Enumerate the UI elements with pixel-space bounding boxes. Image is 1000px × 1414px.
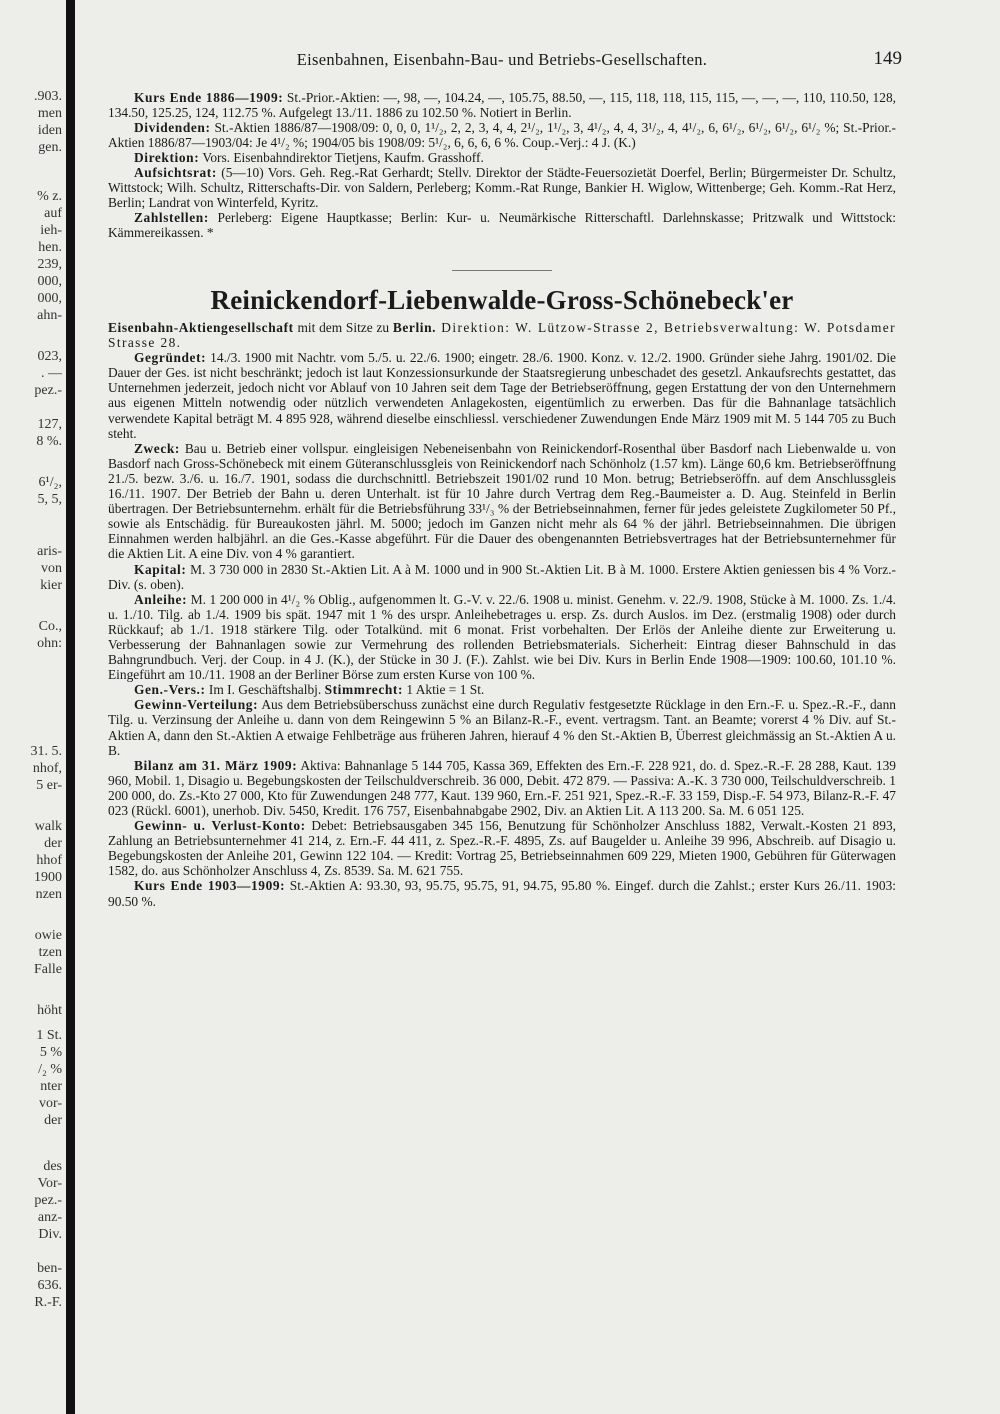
left-margin-fragment: anz-	[37, 1210, 62, 1225]
left-margin-fragment: walk	[34, 819, 62, 834]
section-divider	[452, 270, 552, 271]
left-margin-fragment: iden	[37, 123, 62, 138]
company-name-heading: Reinickendorf-Liebenwalde-Gross-Schönebeck'er	[210, 285, 794, 315]
book-spine	[66, 0, 75, 1414]
genvers-text: Im I. Geschäftshalbj.	[205, 682, 325, 698]
verlust-konto-label: Gewinn- u. Verlust-Konto:	[134, 818, 306, 834]
left-margin-fragment: ben-	[37, 1261, 62, 1276]
verlust-konto-text: Debet: Betriebsausgaben 345 156, Benutzung für Schönholzer Anschluss 1882, Verwalt.-Kosten 21 893, Zahlung an Betriebsunternehmer 41 214, z. Ern.-F. 44 411, z. Spez.-R.-F. 4895, Zs. auf Baugelder u. Anleihe 39 996, Abschreib. auf Disagio u. Begebungskosten der Anleihe 201, Gewinn 122 104. — Kredit: Vortrag 25, Betriebseinnahmen 609 229, Mieten 1900, Gebühren für Güterwagen 1582, do. aus Schönholzer Anschluss 4, Zs. 8539. Sa. M. 621 755.	[108, 818, 896, 879]
gewinn-verteilung-label: Gewinn-Verteilung:	[134, 697, 259, 713]
bilanz-text: Aktiva: Bahnanlage 5 144 705, Kassa 369, Effekten des Ern.-F. 228 921, do. d. Spez.-R.-F. 28 288, Kaut. 139 960, Mobil. 1, Disagio u. Begebungskosten der Teilschuldverschreib. 36 000, Debit. 472 879. — Passiva: A.-K. 3 730 000, Teilschuldverschreib. 1 200 000, do. Zs.-Kto 27 000, Kto für Zuwendungen 248 777, Kaut. 139 960, Ern.-F. 251 921, Spez.-R.-F. 33 159, Disp.-F. 54 973, Bilanz-R.-F. 47 023 (Rückl. 6001), unerhob. Div. 5450, Kredit. 176 757, Eisenbahnabgabe 2902, Div. an Aktien Lit. A 113 200. Sa. M. 6 051 125.	[108, 757, 896, 818]
left-margin-fragment: 127,	[37, 417, 62, 432]
zweck-paragraph	[108, 441, 896, 562]
left-margin-fragment: 000,	[37, 274, 62, 289]
kapital-paragraph	[108, 562, 896, 592]
left-margin-fragment: 023,	[37, 349, 62, 364]
dividenden-label: Dividenden:	[134, 120, 211, 135]
left-margin-fragment: des	[43, 1159, 62, 1174]
left-page-edge-fragments	[0, 0, 64, 1414]
kurs-text: St.-Prior.-Aktien: —, 98, —, 104.24, —, 105.75, 88.50, —, 115, 118, 118, 115, 115, —, —, —, 110, 110.50, 128, 134.50, 125.25, 124, 112.75 %. Aufgelegt 13./11. 1886 zu 102.50 %. Notiert in Berlin.	[108, 90, 896, 120]
left-margin-fragment: Falle	[34, 962, 62, 977]
bilanz-label: Bilanz am 31. März 1909:	[134, 757, 298, 773]
left-margin-fragment: Co.,	[38, 619, 62, 634]
gegruendet-paragraph	[108, 350, 896, 441]
left-margin-fragment: hhof	[36, 853, 62, 868]
gegruendet-text: 14./3. 1900 mit Nachtr. vom 5./5. u. 22./6. 1900; eingetr. 28./6. 1900. Konz. v. 12./2. 1900. Gründer siehe Jahrg. 1901/02. Die Dauer der Ges. ist nicht beschränkt; jedoch ist laut Konzessionsurkunde der Staatsregierung unbeschadet des gesetzl. Ankaufsrechts gestattet, das Unternehmen jederzeit, jedoch nicht vor Ablauf von 10 Jahren seit dem Tage der Betriebseröffnung, gegen Erstattung der von den Unternehmern aus eigenen Mitteln notwendig oder nützlich verwendeten Anlagekosten, eigentümlich zu erwerben. Das für die Bahnanlage tatsächlich verwendete Kapital beträgt M. 4 895 928, während dieselbe einschliessl. verschiedener Zuwendungen Ende März 1909 mit M. 5 144 705 zu Buch steht.	[108, 350, 896, 441]
left-margin-fragment: ahn-	[37, 308, 62, 323]
left-margin-fragment: hen.	[38, 240, 62, 255]
left-margin-fragment: . —	[41, 366, 62, 381]
direktion-text: Vors. Eisenbahndirektor Tietjens, Kaufm. Grasshoff.	[199, 150, 484, 165]
page-header	[108, 44, 902, 84]
company-intro-text: mit dem Sitze zu	[293, 320, 393, 335]
left-margin-fragment: Vor-	[37, 1176, 62, 1191]
left-margin-fragment: von	[41, 561, 62, 576]
left-margin-fragment: ohn:	[37, 636, 62, 651]
zweck-text: Bau u. Betrieb einer vollspur. eingleisigen Nebeneisenbahn von Reinickendorf-Rosenthal über Basdorf nach Liebenwalde u. von Basdorf nach Gross-Schönebeck mit einem Güteranschlussgleis von Reinickendorf nach Schönholz (1.57 km). Länge 60,6 km. Betriebseröffnung 21./5. bezw. 3./6. u. 16./7. 1901, sodass die durchschnittl. Betriebszeit 1901/02 rund 10 Mon. betrug; Betriebseröffn. auf dem Anschlussgleis 16./11. 1907. Der Betrieb der Bahn u. deren Unterhalt. ist für 10 Jahre durch Vertrag dem Reg.-Baumeister a. D. Aug. Steinfeld in Berlin übertragen. Der Betriebsunternehm. erhält für die Betriebsführung 33¹/₃ % der Betriebseinnahmen, ferner für jedes geleistete Zugkilometer 50 Pf., sowie als Entschädig. für Bureaukosten jährl. M. 5000; jedoch im Ganzen nicht mehr als 64 % der jährl. Betriebseinnahmen. Die übrigen Einnahmen werden halbjährl. an die Ges.-Kasse abgeführt. Für die Dauer des obengenannten Betriebsvertrages hat der Betriebsunternehmer für die Aktien Lit. A eine Div. von 4 % garantiert.	[108, 440, 896, 562]
left-margin-fragment: 5 %	[39, 1045, 62, 1060]
previous-entry-continuation	[108, 90, 896, 240]
left-margin-fragment: höht	[37, 1003, 62, 1018]
left-margin-fragment: R.-F.	[34, 1295, 62, 1310]
stimmrecht-text: 1 Aktie = 1 St.	[403, 682, 485, 698]
stimmrecht-label: Stimmrecht:	[324, 682, 404, 698]
page	[108, 44, 902, 909]
kurs-paragraph	[108, 90, 896, 120]
dividenden-paragraph	[108, 120, 896, 150]
left-margin-fragment: men	[37, 106, 62, 121]
left-margin-fragment: der	[44, 836, 62, 851]
company-subtitle: Eisenbahn-Aktiengesellschaft	[108, 320, 294, 335]
kurs-label: Kurs Ende 1886—1909:	[134, 90, 284, 105]
gewinn-verteilung-paragraph	[108, 697, 896, 757]
left-margin-fragment: 6¹/₂,	[38, 475, 62, 490]
left-margin-fragment: pez.-	[34, 1193, 62, 1208]
kapital-label: Kapital:	[134, 561, 187, 577]
kurs-ende-text: St.-Aktien A: 93.30, 93, 95.75, 95.75, 91, 94.75, 95.80 %. Eingef. durch die Zahlst.; erster Kurs 26./11. 1903: 90.50 %.	[108, 878, 896, 909]
kurs-ende-label: Kurs Ende 1903—1909:	[134, 878, 286, 894]
aufsichtsrat-text: (5—10) Vors. Geh. Reg.-Rat Gerhardt; Stellv. Direktor der Städte-Feuersozietät Doerfel, Berlin; Bürgermeister Dr. Schultz, Wittstock; Wilh. Schultz, Ritterschafts-Dir. von Saldern, Perleberg; Komm.-Rat Runge, Bankier H. Wiglow, Wittenberge; Geh. Komm.-Rat Herz, Berlin; Landrat von Winterfeld, Kyritz.	[108, 165, 896, 210]
zahlstellen-paragraph	[108, 210, 896, 240]
left-margin-fragment: 636.	[37, 1278, 62, 1293]
left-margin-fragment: Div.	[38, 1227, 62, 1242]
left-margin-fragment: 31. 5.	[30, 744, 62, 759]
left-margin-fragment: nhof,	[32, 761, 62, 776]
direktion-paragraph	[108, 150, 896, 165]
running-title: Eisenbahnen, Eisenbahn-Bau- und Betriebs-Gesellschaften.	[296, 50, 708, 69]
left-margin-fragment: auf	[44, 206, 62, 221]
left-margin-fragment: % z.	[37, 189, 62, 204]
left-margin-fragment: ieh-	[40, 223, 62, 238]
left-margin-fragment: 239,	[37, 257, 62, 272]
zweck-label: Zweck:	[134, 440, 180, 456]
left-margin-fragment: .903.	[34, 89, 62, 104]
left-margin-fragment: 000,	[37, 291, 62, 306]
gewinn-verteilung-text: Aus dem Betriebsüberschuss zunächst eine durch Regulativ festgesetzte Rücklage in den Ern.-F. u. Spez.-R.-F., dann Tilg. u. Verzinsung der Anleihe u. dann von dem Reingewinn 5 % an Bilanz-R.-F., event. vertragsm. Tant. an Beamte; vorerst 4 % Div. auf St.-Aktien A, dann den St.-Aktien A etwaige Fehlbeträge aus früheren Jahren, hierauf 4 % den St.-Aktien B, Überrest gleichmässig an St.-Aktien A u. B.	[108, 697, 896, 758]
left-margin-fragment: gen.	[38, 140, 62, 155]
page-number: 149	[873, 48, 902, 69]
left-margin-fragment: vor-	[38, 1096, 62, 1111]
kurs-ende-paragraph	[108, 878, 896, 908]
left-margin-fragment: 5, 5,	[37, 492, 62, 507]
bilanz-paragraph	[108, 758, 896, 818]
left-margin-fragment: nzen	[35, 887, 62, 902]
left-margin-fragment: tzen	[38, 945, 62, 960]
company-city: Berlin.	[392, 320, 437, 335]
left-margin-fragment: owie	[34, 928, 62, 943]
anleihe-label: Anleihe:	[134, 591, 188, 607]
company-intro	[108, 320, 896, 350]
left-margin-fragment: /₂ %	[38, 1062, 62, 1077]
company-direktion-text: Direktion: W. Lützow-Strasse 2, Betriebsverwaltung: W. Potsdamer Strasse 28.	[108, 320, 896, 351]
company-entry	[108, 285, 896, 909]
left-margin-fragment: kier	[40, 578, 62, 593]
left-margin-fragment: 1900	[34, 870, 62, 885]
aufsichtsrat-paragraph	[108, 165, 896, 210]
left-margin-fragment: der	[44, 1113, 62, 1128]
left-margin-fragment: aris-	[37, 544, 62, 559]
genvers-paragraph	[108, 682, 896, 697]
verlust-konto-paragraph	[108, 818, 896, 878]
gegruendet-label: Gegründet:	[134, 350, 207, 366]
left-margin-fragment: nter	[40, 1079, 62, 1094]
left-margin-fragment: 5 er-	[36, 778, 62, 793]
left-margin-fragment: 1 St.	[36, 1028, 62, 1043]
anleihe-text: M. 1 200 000 in 4¹/₂ % Oblig., aufgenommen lt. G.-V. v. 22./6. 1908 u. minist. Genehm. v. 22./9. 1908, Stücke à M. 1000. Zs. 1./4. u. 1./10. Tilg. ab 1./4. 1909 bis spät. 1947 mit 1 % des urspr. Anleihebetrages u. ersp. Zs. durch Auslos. im Dez. (erstmalig 1908) oder durch Rückkauf; ab 1./1. 1918 stärkere Tilg. oder Totalkünd. mit 6 monat. Frist vorbehalten. Der Erlös der Anleihe diente zur Erweiterung u. Verbesserung der Bahnanlagen sowie zur Vermehrung des rollenden Betriebsmaterials. Sicherheit: Eintrag dieser Bahnschuld in das Bahngrundbuch. Verj. der Coup. in 4 J. (K.), der Stücke in 30 J. (F.). Zahlst. wie bei Div. Kurs in Berlin Ende 1908—1909: 100.60, 101.10 %. Eingeführt am 10./11. 1908 an der Berliner Börse zum ersten Kurse von 100 %.	[108, 591, 896, 683]
zahlstellen-text: Perleberg: Eigene Hauptkasse; Berlin: Kur- u. Neumärkische Ritterschaftl. Darlehnskasse; Pritzwalk und Wittstock: Kämmereikassen. *	[108, 210, 896, 240]
anleihe-paragraph	[108, 592, 896, 683]
left-margin-fragment: 8 %.	[36, 434, 62, 449]
aufsichtsrat-label: Aufsichtsrat:	[134, 165, 217, 180]
left-margin-fragment: pez.-	[34, 383, 62, 398]
kapital-text: M. 3 730 000 in 2830 St.-Aktien Lit. A à M. 1000 und in 900 St.-Aktien Lit. B à M. 1000. Erstere Aktien geniessen bis 4 % Vorz.-Div. (s. oben).	[108, 561, 896, 592]
zahlstellen-label: Zahlstellen:	[134, 210, 209, 225]
direktion-label: Direktion:	[134, 150, 200, 165]
dividenden-text: St.-Aktien 1886/87—1908/09: 0, 0, 0, 1¹/₂, 2, 2, 3, 4, 4, 2¹/₂, 1¹/₂, 3, 4¹/₂, 4, 4, 3¹/₂, 4, 4¹/₂, 6, 6¹/₂, 6¹/₂, 6¹/₂, 6¹/₂ %; St.-Prior.-Aktien 1886/87—1903/04: Je 4¹/₂ %; 1904/05 bis 1908/09: 5¹/₂, 6, 6, 6, 6 %. Coup.-Verj.: 4 J. (K.)	[108, 120, 896, 150]
genvers-label: Gen.-Vers.:	[134, 682, 206, 698]
